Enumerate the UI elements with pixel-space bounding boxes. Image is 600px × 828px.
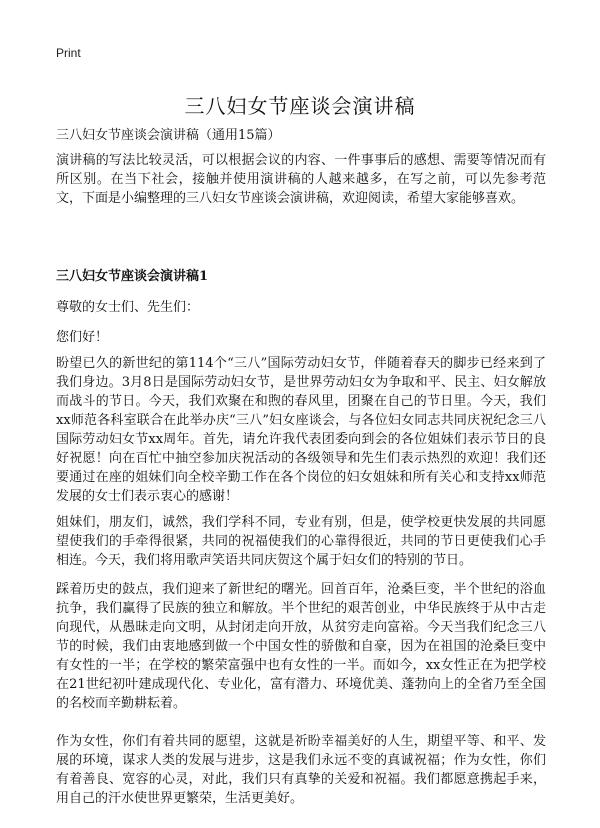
body-paragraph: 作为女性，你们有着共同的愿望，这就是祈盼幸福美好的人生，期望平等、和平、发展的环境，谋求人类的发展与进步，这是我们永远不变的真诚祝福；作为女性，你们有着善良、宽容的心灵，对此，我们只有真挚的关爱和祝福。我们都愿意携起手来，用自己的汗水使世界更繁荣，生活更美好。 — [56, 734, 546, 806]
salutation: 尊敬的女士们、先生们： — [56, 300, 200, 315]
body-paragraph: 踩着历史的鼓点，我们迎来了新世纪的曙光。回首百年，沧桑巨变，半个世纪的浴血抗争，我们赢得了民族的独立和解放。半个世纪的艰苦创业，中华民族终于从中古走向现代，从愚昧走向文明，从封闭走向开放，从贫穷走向富裕。今天当我们纪念三八节的时候，我们由衷地感到做一个中国女性的骄傲和自豪，因为在祖国的沧桑巨变中有女性的一半；在学校的繁荣富强中也有女性的一半。而如今，xx女性正在为把学校在21世纪初叶建成现代化、专业化，富有潜力、环境优美、蓬勃向上的全省乃至全国的名校而辛勤耕耘着。 — [56, 582, 546, 711]
greeting: 您们好！ — [56, 330, 109, 345]
print-link[interactable]: Print — [56, 46, 81, 60]
body-paragraph: 盼望已久的新世纪的第114个“三八”国际劳动妇女节，伴随着春天的脚步已经来到了我们身边。3月8日是国际劳动妇女节，是世界劳动妇女为争取和平、民主、妇女解放而战斗的节日。今天，我们欢聚在和煦的春风里，团聚在自己的节日里。今天，我们xx师范各科室联合在此举办庆“三八”妇女座谈会，与各位妇女同志共同庆祝纪念三八国际劳动妇女节xx周年。首先，请允许我代表团委向到会的各位姐妹们表示节日的良好祝愿！向在百忙中抽空参加庆祝活动的各级领导和先生们表示热烈的欢迎！我们还要通过在座的姐妹们向全校辛勤工作在各个岗位的妇女姐妹和所有关心和支持xx师范发展的女士们表示衷心的感谢！ — [56, 356, 546, 504]
intro-paragraph: 演讲稿的写法比较灵活，可以根据会议的内容、一件事事后的感想、需要等情况而有所区别。在当下社会，接触并使用演讲稿的人越来越多，在写之前，可以先参考范文，下面是小编整理的三八妇女节座谈会演讲稿，欢迎阅读，希望大家能够喜欢。 — [56, 153, 546, 206]
page-title: 三八妇女节座谈会演讲稿 — [184, 94, 416, 119]
document-subtitle: 三八妇女节座谈会演讲稿（通用15篇） — [56, 128, 281, 143]
section-heading: 三八妇女节座谈会演讲稿1 — [56, 269, 209, 284]
body-paragraph: 姐妹们，朋友们，诚然，我们学科不同，专业有别，但是，使学校更快发展的共同愿望使我们的手牵得很紧，共同的祝福使我们的心靠得很近，共同的节日更使我们心手相连。今天，我们将用歌声笑语共同庆贺这个属于妇女们的特别的节日。 — [56, 515, 546, 568]
